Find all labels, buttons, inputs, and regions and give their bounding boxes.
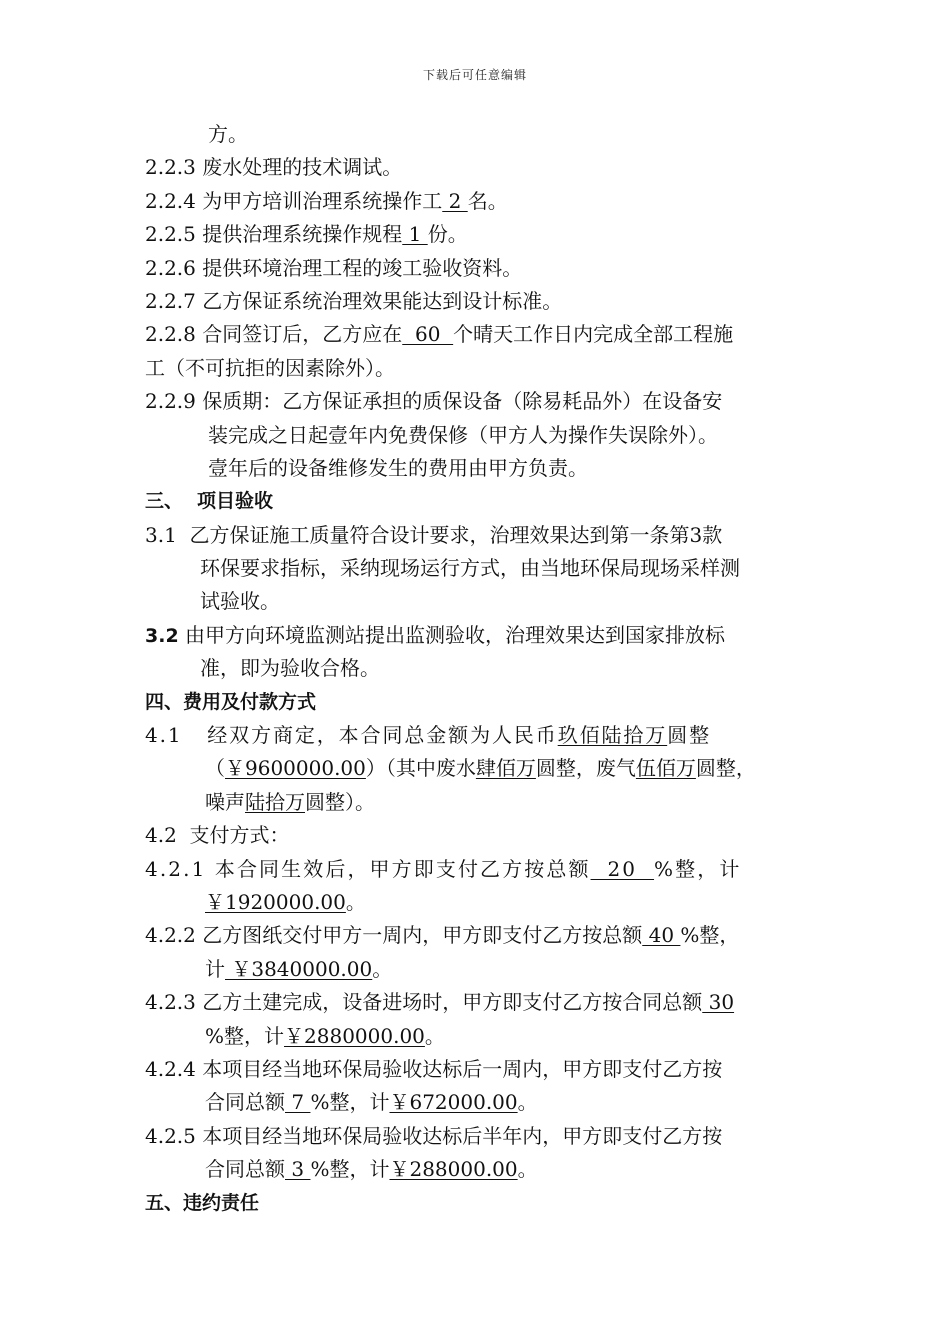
amount-in-words: 玖佰陆拾万 (557, 723, 668, 748)
filled-blank: 7 (285, 1090, 311, 1115)
text: 。 (345, 889, 366, 914)
text: ）（其中废水 (365, 756, 476, 781)
text: 计 (205, 956, 225, 981)
filled-blank: 1 (402, 222, 428, 247)
clause-2-2-5 (145, 218, 810, 251)
text-line (145, 1020, 810, 1053)
text: 壹年后的设备维修发生的费用由甲方负责。 (208, 455, 588, 480)
filled-blank: 30 (702, 990, 735, 1015)
payment-amount: ￥3840000.00 (225, 956, 373, 981)
text: 。 (517, 1157, 538, 1182)
text: 4.2.2 乙方图纸交付甲方一周内，甲方即支付乙方按总额 (145, 923, 643, 948)
text: 2.2.5 提供治理系统操作规程 (145, 222, 403, 247)
text-line (145, 118, 810, 151)
text: 由甲方向环境监测站提出监测验收，治理效果达到国家排放标 (178, 622, 726, 647)
text-line (145, 552, 810, 585)
text: 2.2.3 废水处理的技术调试。 (145, 155, 403, 180)
text-line (145, 352, 810, 385)
section-title: 五、违约责任 (145, 1191, 260, 1214)
clause-2-2-7 (145, 285, 810, 318)
text: 试验收。 (200, 589, 280, 614)
text-line (145, 419, 810, 452)
clause-2-2-4 (145, 185, 810, 218)
payment-amount: ￥672000.00 (389, 1090, 518, 1115)
text: 方。 (208, 122, 248, 146)
filled-blank: 3 (285, 1157, 311, 1182)
clause-3-2 (145, 619, 810, 652)
text-line (145, 953, 810, 986)
section-heading-5 (145, 1187, 810, 1220)
exhaust-gas-amount: 伍佰万 (635, 756, 696, 781)
text: 4.2.3 乙方土建完成，设备进场时，甲方即支付乙方按合同总额 (145, 990, 703, 1015)
clause-4-1 (145, 719, 810, 752)
text: 装完成之日起壹年内免费保修（甲方人为操作失误除外）。 (208, 422, 718, 447)
text: 环保要求指标，采纳现场运行方式，由当地环保局现场采样测 (200, 556, 740, 581)
filled-blank: 20 (590, 856, 655, 881)
text: 圆整，废气 (535, 756, 636, 781)
section-number: 三、 (145, 490, 184, 513)
clause-3-1 (145, 519, 810, 552)
text: 准，即为验收合格。 (200, 656, 380, 681)
clause-4-2-4 (145, 1053, 810, 1086)
text: %整，计 (654, 856, 742, 881)
section-heading-3 (145, 485, 810, 518)
filled-blank: 40 (642, 923, 681, 948)
clause-2-2-8 (145, 318, 810, 351)
text: 4.2.1 本合同生效后，甲方即支付乙方按总额 (145, 856, 591, 881)
text: 合同总额 (205, 1090, 285, 1115)
text: 2.2.7 乙方保证系统治理效果能达到设计标准。 (145, 288, 563, 313)
filled-blank: 2 (442, 188, 468, 213)
text-line (145, 786, 810, 819)
payment-amount: ￥2880000.00 (284, 1023, 425, 1048)
text: 个晴天工作日内完成全部工程施 (453, 322, 734, 347)
text: 2.2.8 合同签订后，乙方应在 (145, 322, 403, 347)
noise-amount: 陆拾万 (245, 789, 305, 814)
text: %整，计 (310, 1090, 390, 1115)
text: 工（不可抗拒的因素除外）。 (145, 355, 395, 380)
clause-2-2-9 (145, 385, 810, 418)
text: 名。 (467, 188, 508, 213)
text: %整，计 (310, 1157, 390, 1182)
clause-4-2-3 (145, 986, 810, 1019)
text: 噪声 (205, 789, 245, 814)
text-line (145, 585, 810, 618)
total-amount: ￥9600000.00 (225, 756, 366, 781)
section-title: 项目验收 (197, 490, 274, 513)
text-line (145, 452, 810, 485)
payment-amount: ￥288000.00 (389, 1157, 518, 1182)
section-title: 四、费用及付款方式 (145, 690, 317, 713)
text: 2.2.9 保质期：乙方保证承担的质保设备（除易耗品外）在设备安 (145, 389, 723, 414)
text-line (145, 1153, 810, 1186)
text: 圆整 (667, 723, 711, 748)
text: 。 (517, 1090, 538, 1115)
percent-sign: %整，计 (205, 1023, 285, 1048)
text: 合同总额 (205, 1157, 285, 1182)
filled-blank: 60 (402, 322, 454, 347)
clause-4-2-5 (145, 1120, 810, 1153)
text-line (145, 1086, 810, 1119)
text: 4.2.4 本项目经当地环保局验收达标后一周内，甲方即支付乙方按 (145, 1056, 723, 1081)
text: 份。 (427, 222, 468, 247)
text: 4.2.5 本项目经当地环保局验收达标后半年内，甲方即支付乙方按 (145, 1123, 723, 1148)
text: 圆整）。 (305, 789, 375, 814)
clause-4-2-2 (145, 919, 810, 952)
clause-4-2 (145, 819, 810, 852)
wastewater-amount: 肆佰万 (475, 756, 536, 781)
section-heading-4 (145, 686, 810, 719)
text-line (145, 752, 810, 785)
text: 。 (424, 1023, 445, 1048)
text: （ (205, 756, 225, 781)
text-line (145, 652, 810, 685)
clause-4-2-1 (145, 853, 810, 886)
text: 。 (372, 956, 393, 981)
text: %整， (680, 923, 740, 948)
text: 2.2.4 为甲方培训治理系统操作工 (145, 188, 443, 213)
text: 4.2 支付方式： (145, 823, 290, 848)
page-header: 下载后可任意编辑 (422, 68, 527, 82)
text: 3.1 乙方保证施工质量符合设计要求，治理效果达到第一条第3款 (145, 522, 723, 547)
document-body (145, 118, 810, 1220)
text: 4.1 经双方商定，本合同总金额为人民币 (145, 723, 558, 748)
clause-2-2-3 (145, 151, 810, 184)
text: 圆整， (695, 756, 756, 781)
text: 2.2.6 提供环境治理工程的竣工验收资料。 (145, 255, 523, 280)
text-line (145, 886, 810, 919)
payment-amount: ￥1920000.00 (205, 889, 346, 914)
clause-2-2-6 (145, 252, 810, 285)
clause-number: 3.2 (145, 624, 179, 647)
